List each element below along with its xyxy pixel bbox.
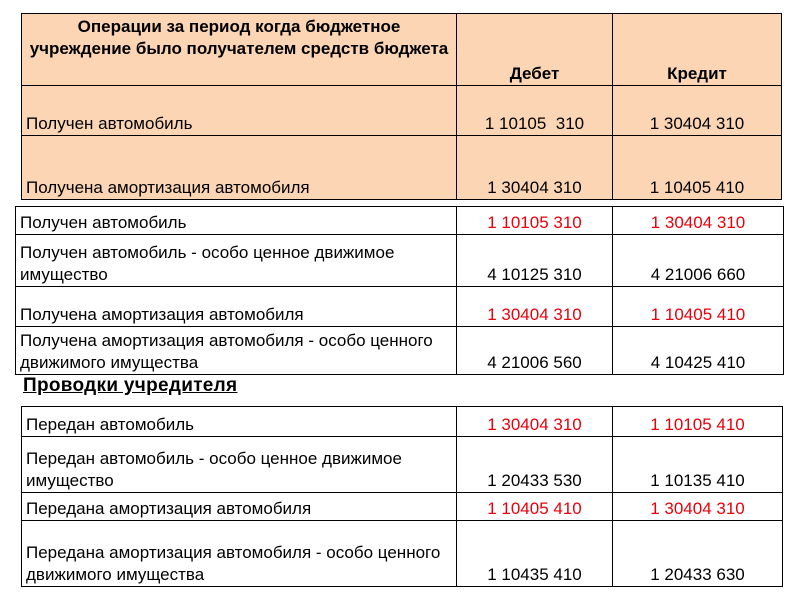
operation-cell: Получен автомобиль - особо ценное движимое имущество <box>16 235 457 287</box>
debit-column-header: Дебет <box>457 14 613 86</box>
credit-cell: 4 21006 660 <box>613 235 784 287</box>
credit-cell: 1 10405 410 <box>613 136 782 200</box>
operation-cell: Передан автомобиль - особо ценное движимое имущество <box>22 437 457 493</box>
operation-cell: Получена амортизация автомобиля - особо ценного движимого имущества <box>16 327 457 375</box>
table-row <box>22 521 783 587</box>
table-row <box>16 327 784 375</box>
table-row <box>22 437 783 493</box>
credit-column-header: Кредит <box>613 14 782 86</box>
debit-cell: 1 10405 410 <box>457 493 613 521</box>
budget-period-table <box>21 13 782 200</box>
debit-cell: 1 10105 310 <box>457 207 613 235</box>
debit-cell: 1 20433 530 <box>457 437 613 493</box>
credit-cell: 4 10425 410 <box>613 327 784 375</box>
credit-cell: 1 10105 410 <box>613 407 783 437</box>
table-row <box>22 136 782 200</box>
founder-entries-table <box>21 406 783 587</box>
debit-cell: 1 30404 310 <box>457 136 613 200</box>
table-row <box>16 207 784 235</box>
operation-cell: Передана амортизация автомобиля - особо ценного движимого имущества <box>22 521 457 587</box>
credit-cell: 1 20433 630 <box>613 521 783 587</box>
credit-cell: 1 30404 310 <box>613 86 782 136</box>
debit-cell: 1 30404 310 <box>457 407 613 437</box>
table-row <box>22 407 783 437</box>
operation-cell: Получена амортизация автомобиля <box>22 136 457 200</box>
debit-cell: 1 10105 310 <box>457 86 613 136</box>
operation-column-header: Операции за период когда бюджетное учреждение было получателем средств бюджета <box>22 14 457 86</box>
operation-cell: Получена амортизация автомобиля <box>16 287 457 327</box>
debit-cell: 4 10125 310 <box>457 235 613 287</box>
debit-cell: 4 21006 560 <box>457 327 613 375</box>
operation-cell: Передан автомобиль <box>22 407 457 437</box>
table-row <box>22 86 782 136</box>
table-header-row <box>22 14 782 86</box>
table-row <box>16 287 784 327</box>
institution-entries-table <box>15 206 784 375</box>
credit-cell: 1 10135 410 <box>613 437 783 493</box>
table-row <box>16 235 784 287</box>
founder-entries-title: Проводки учредителя <box>23 375 238 396</box>
table-row <box>22 493 783 521</box>
operation-cell: Получен автомобиль <box>16 207 457 235</box>
operation-cell: Передана амортизация автомобиля <box>22 493 457 521</box>
credit-cell: 1 30404 310 <box>613 207 784 235</box>
debit-cell: 1 30404 310 <box>457 287 613 327</box>
operation-cell: Получен автомобиль <box>22 86 457 136</box>
debit-cell: 1 10435 410 <box>457 521 613 587</box>
credit-cell: 1 30404 310 <box>613 493 783 521</box>
credit-cell: 1 10405 410 <box>613 287 784 327</box>
